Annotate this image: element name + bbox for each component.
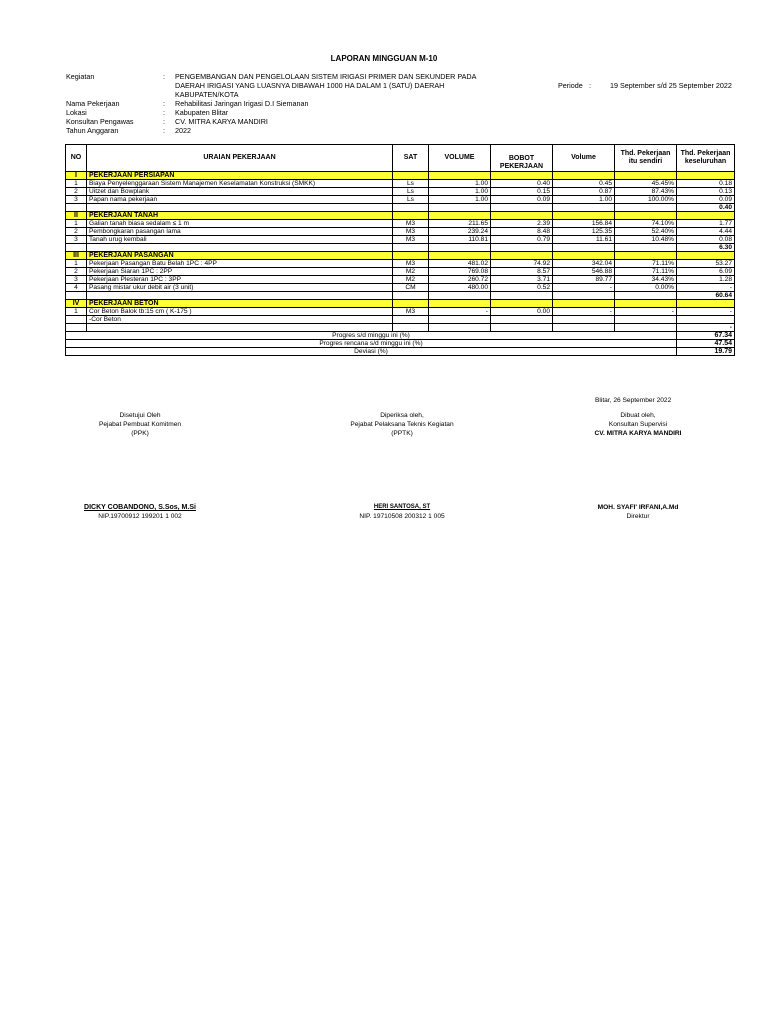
cell-volume: 1.00 [429, 180, 491, 188]
cell-thd-keseluruhan [677, 252, 735, 260]
cell-volume [429, 172, 491, 180]
periode-value: 19 September s/d 25 September 2022 [610, 81, 732, 90]
cell-thd-sendiri [615, 204, 677, 212]
cell-thd-keseluruhan: - [677, 308, 735, 316]
sig-nip: NIP.19700912 199201 1 002 [98, 513, 182, 520]
cell-volume-realisasi [553, 300, 615, 308]
cell-volume-realisasi [553, 316, 615, 324]
nama-pekerjaan-label: Nama Pekerjaan [66, 99, 120, 108]
cell-volume-realisasi: - [553, 308, 615, 316]
cell-no: 1 [66, 260, 87, 268]
subtotal-value: 0.40 [677, 204, 735, 212]
cell-bobot: 0.79 [491, 236, 553, 244]
place-date: Blitar, 26 September 2022 [595, 397, 672, 404]
cell-volume-realisasi: 0.87 [553, 188, 615, 196]
subtotal-row [66, 324, 735, 332]
cell-thd-sendiri: 87.43% [615, 188, 677, 196]
cell-no [66, 292, 87, 300]
cell-thd-sendiri [615, 244, 677, 252]
cell-volume [429, 292, 491, 300]
cell-thd-keseluruhan: 4.44 [677, 228, 735, 236]
cell-sat: M2 [393, 276, 429, 284]
cell-volume: 211.65 [429, 220, 491, 228]
summary-row [66, 348, 735, 356]
cell-sat: Ls [393, 188, 429, 196]
header-volume-realisasi: Volume [553, 145, 615, 172]
header-thd-sendiri: Thd. Pekerjaan itu sendiri [615, 145, 677, 172]
table-row [66, 220, 735, 228]
cell-bobot: 0.52 [491, 284, 553, 292]
summary-label: Progres rencana s/d minggu ini (%) [66, 340, 677, 348]
signature-konsultan-name [558, 503, 718, 521]
sig-nip: NIP. 19710508 200312 1 005 [359, 513, 445, 520]
cell-uraian [87, 204, 393, 212]
cell-sat [393, 324, 429, 332]
table-row [66, 196, 735, 204]
cell-uraian: Pasang mistar ukur debit air (3 unit) [87, 284, 393, 292]
cell-volume-realisasi [553, 204, 615, 212]
cell-volume-realisasi: 546.88 [553, 268, 615, 276]
cell-uraian: PEKERJAAN PASANGAN [87, 252, 393, 260]
colon: : [163, 99, 165, 108]
subtotal-value: 60.64 [677, 292, 735, 300]
cell-volume [429, 244, 491, 252]
sig-line: CV. MITRA KARYA MANDIRI [594, 430, 682, 437]
summary-value: 67.34 [677, 332, 735, 340]
cell-volume-realisasi: 11.61 [553, 236, 615, 244]
lokasi-value: Kabupaten Blitar [175, 108, 229, 117]
cell-thd-keseluruhan: 0.09 [677, 196, 735, 204]
table-row [66, 188, 735, 196]
header-bobot: BOBOT PEKERJAAN [491, 145, 553, 172]
cell-volume-realisasi [553, 244, 615, 252]
kegiatan-line-2: DAERAH IRIGASI YANG LUASNYA DIBAWAH 1000 HA DALAM 1 (SATU) DAERAH [175, 81, 445, 90]
cell-no: IV [66, 300, 87, 308]
cell-bobot [491, 292, 553, 300]
report-info [66, 72, 746, 135]
cell-no [66, 244, 87, 252]
cell-sat [393, 244, 429, 252]
summary-label: Progres s/d minggu ini (%) [66, 332, 677, 340]
cell-uraian: PEKERJAAN BETON [87, 300, 393, 308]
signature-pptk-name [322, 503, 482, 521]
cell-volume-realisasi [553, 292, 615, 300]
table-row [66, 228, 735, 236]
cell-thd-sendiri: 74.10% [615, 220, 677, 228]
cell-thd-sendiri [615, 172, 677, 180]
cell-sat: M3 [393, 260, 429, 268]
cell-thd-keseluruhan: 0.08 [677, 236, 735, 244]
cell-volume [429, 212, 491, 220]
cell-volume: 769.08 [429, 268, 491, 276]
cell-sat: M3 [393, 220, 429, 228]
cell-volume: 239.24 [429, 228, 491, 236]
cell-sat [393, 316, 429, 324]
summary-row [66, 340, 735, 348]
sig-name: DICKY COBANDONO, S.Sos, M.Si [84, 504, 196, 511]
colon: : [163, 72, 165, 81]
cell-bobot [491, 252, 553, 260]
table-row [66, 260, 735, 268]
sig-line: Konsultan Supervisi [608, 421, 668, 428]
cell-volume: 110.81 [429, 236, 491, 244]
cell-uraian: PEKERJAAN TANAH [87, 212, 393, 220]
cell-bobot: 0.40 [491, 180, 553, 188]
cell-volume [429, 324, 491, 332]
cell-no: 4 [66, 284, 87, 292]
cell-thd-sendiri: 45.45% [615, 180, 677, 188]
table-row [66, 236, 735, 244]
cell-sat [393, 252, 429, 260]
cell-sat [393, 300, 429, 308]
cell-bobot [491, 300, 553, 308]
tahun-value: 2022 [175, 126, 191, 135]
summary-value: 19.79 [677, 348, 735, 356]
summary-row [66, 332, 735, 340]
cell-sat: M3 [393, 228, 429, 236]
cell-volume-realisasi: 1.00 [553, 196, 615, 204]
sig-line: Pejabat Pelaksana Teknis Kegiatan [350, 421, 454, 428]
cell-sat: Ls [393, 196, 429, 204]
cell-no: 2 [66, 188, 87, 196]
table-row [66, 180, 735, 188]
cell-bobot [491, 244, 553, 252]
table-row [66, 316, 735, 324]
table-row [66, 284, 735, 292]
cell-volume [429, 252, 491, 260]
sig-line: Diperiksa oleh, [380, 412, 424, 419]
cell-thd-sendiri [615, 316, 677, 324]
cell-uraian [87, 292, 393, 300]
konsultan-value: CV. MITRA KARYA MANDIRI [175, 117, 268, 126]
section-row [66, 252, 735, 260]
cell-bobot: 2.39 [491, 220, 553, 228]
cell-no: 3 [66, 276, 87, 284]
signature-pptk [322, 411, 482, 438]
cell-thd-sendiri: 0.00% [615, 284, 677, 292]
cell-volume-realisasi [553, 212, 615, 220]
cell-sat: M3 [393, 236, 429, 244]
cell-bobot [491, 324, 553, 332]
cell-thd-sendiri [615, 292, 677, 300]
section-row [66, 300, 735, 308]
cell-sat [393, 292, 429, 300]
cell-volume [429, 300, 491, 308]
cell-volume: 1.00 [429, 196, 491, 204]
cell-thd-keseluruhan [677, 172, 735, 180]
cell-thd-sendiri: 71.11% [615, 268, 677, 276]
cell-bobot [491, 204, 553, 212]
cell-thd-sendiri: - [615, 308, 677, 316]
cell-bobot: 0.00 [491, 308, 553, 316]
signature-ppk-name [60, 503, 220, 521]
sig-nip: Direktur [626, 513, 650, 520]
header-no: NO [66, 145, 87, 172]
cell-thd-keseluruhan: 1.28 [677, 276, 735, 284]
cell-thd-keseluruhan: - [677, 284, 735, 292]
cell-sat [393, 212, 429, 220]
section-row [66, 172, 735, 180]
cell-uraian: Pekerjaan Siaran 1PC : 2PP [87, 268, 393, 276]
subtotal-value: - [677, 324, 735, 332]
cell-no: 1 [66, 220, 87, 228]
cell-uraian: Papan nama pekerjaan [87, 196, 393, 204]
cell-bobot: 0.09 [491, 196, 553, 204]
cell-volume [429, 316, 491, 324]
table-row [66, 276, 735, 284]
sig-line: (PPTK) [391, 430, 413, 437]
cell-volume-realisasi: 342.04 [553, 260, 615, 268]
kegiatan-line-1: PENGEMBANGAN DAN PENGELOLAAN SISTEM IRIGASI PRIMER DAN SEKUNDER PADA [175, 72, 477, 81]
cell-thd-sendiri: 10.48% [615, 236, 677, 244]
cell-thd-keseluruhan [677, 316, 735, 324]
cell-volume [429, 204, 491, 212]
cell-volume: 1.00 [429, 188, 491, 196]
report-title: LAPORAN MINGGUAN M-10 [330, 54, 438, 63]
cell-no: III [66, 252, 87, 260]
cell-volume: 481.02 [429, 260, 491, 268]
cell-volume-realisasi [553, 252, 615, 260]
section-row [66, 212, 735, 220]
cell-volume-realisasi [553, 324, 615, 332]
cell-thd-sendiri [615, 212, 677, 220]
cell-thd-keseluruhan: 53.27 [677, 260, 735, 268]
cell-thd-keseluruhan: 0.18 [677, 180, 735, 188]
cell-no: I [66, 172, 87, 180]
cell-thd-keseluruhan: 0.13 [677, 188, 735, 196]
cell-sat [393, 204, 429, 212]
cell-bobot: 74.92 [491, 260, 553, 268]
cell-volume-realisasi: 156.84 [553, 220, 615, 228]
summary-value: 47.54 [677, 340, 735, 348]
sig-line: Dibuat oleh, [620, 412, 656, 419]
sig-name: HERI SANTOSA, ST [373, 504, 431, 510]
konsultan-label: Konsultan Pengawas [66, 117, 134, 126]
cell-uraian: Pembongkaran pasangan lama [87, 228, 393, 236]
cell-no: 3 [66, 236, 87, 244]
cell-no: 2 [66, 268, 87, 276]
cell-sat: M2 [393, 268, 429, 276]
kegiatan-label: Kegiatan [66, 72, 95, 81]
cell-sat [393, 172, 429, 180]
cell-uraian: Biaya Penyelenggaraan Sistem Manajemen Keselamatan Konstruksi (SMKK) [87, 180, 393, 188]
cell-uraian: Uitzet dan Bowplank [87, 188, 393, 196]
cell-volume-realisasi: 0.45 [553, 180, 615, 188]
cell-no: 2 [66, 228, 87, 236]
table-row [66, 308, 735, 316]
progress-table [65, 144, 735, 356]
sig-line: Disetujui Oleh [119, 412, 161, 419]
cell-no [66, 204, 87, 212]
cell-bobot: 0.15 [491, 188, 553, 196]
signature-konsultan [558, 411, 718, 438]
cell-uraian: Pekerjaan Pasangan Batu Belah 1PC : 4PP [87, 260, 393, 268]
cell-no: 1 [66, 308, 87, 316]
cell-uraian: Galian tanah biasa sedalam ≤ 1 m [87, 220, 393, 228]
cell-volume-realisasi: - [553, 284, 615, 292]
cell-sat: M3 [393, 308, 429, 316]
cell-sat: Ls [393, 180, 429, 188]
cell-uraian: Pekerjaan Plesteran 1PC : 3PP [87, 276, 393, 284]
cell-volume: 480.00 [429, 284, 491, 292]
header-thd-keseluruhan: Thd. Pekerjaan keseluruhan [677, 145, 735, 172]
subtotal-row [66, 204, 735, 212]
cell-bobot [491, 212, 553, 220]
cell-thd-keseluruhan: 6.09 [677, 268, 735, 276]
cell-volume-realisasi: 125.35 [553, 228, 615, 236]
cell-uraian: PEKERJAAN PERSIAPAN [87, 172, 393, 180]
cell-no: 3 [66, 196, 87, 204]
cell-no [66, 316, 87, 324]
table-row [66, 268, 735, 276]
cell-no [66, 324, 87, 332]
cell-bobot [491, 316, 553, 324]
header-volume: VOLUME [429, 145, 491, 172]
subtotal-value: 6.30 [677, 244, 735, 252]
cell-uraian: -Cor Beton [87, 316, 393, 324]
cell-bobot: 3.71 [491, 276, 553, 284]
cell-thd-sendiri: 34.43% [615, 276, 677, 284]
colon: : [163, 108, 165, 117]
sig-line: Pejabat Pembuat Komitmen [98, 421, 182, 428]
cell-thd-sendiri [615, 252, 677, 260]
colon: : [163, 126, 165, 135]
sig-name: MOH. SYAFI' IRFANI,A.Md [597, 504, 679, 511]
cell-no: II [66, 212, 87, 220]
cell-uraian: Cor Beton Balok tb:15 cm ( K-175 ) [87, 308, 393, 316]
cell-thd-keseluruhan [677, 300, 735, 308]
cell-uraian [87, 244, 393, 252]
cell-thd-sendiri: 100.00% [615, 196, 677, 204]
signature-ppk [60, 411, 220, 438]
cell-thd-sendiri [615, 300, 677, 308]
nama-pekerjaan-value: Rehabilitasi Jaringan Irigasi D.I Siemanan [175, 99, 309, 108]
cell-sat: CM [393, 284, 429, 292]
subtotal-row [66, 292, 735, 300]
cell-volume-realisasi: 89.77 [553, 276, 615, 284]
cell-thd-keseluruhan [677, 212, 735, 220]
cell-bobot: 8.48 [491, 228, 553, 236]
cell-volume: 260.72 [429, 276, 491, 284]
colon: : [163, 117, 165, 126]
header-uraian: URAIAN PEKERJAAN [87, 145, 393, 172]
kegiatan-line-3: KABUPATEN/KOTA [175, 90, 239, 99]
cell-uraian: Tanah urug kembali [87, 236, 393, 244]
cell-volume: - [429, 308, 491, 316]
tahun-label: Tahun Anggaran [66, 126, 119, 135]
subtotal-row [66, 244, 735, 252]
cell-bobot: 8.57 [491, 268, 553, 276]
periode-label: Periode [558, 81, 583, 90]
cell-volume-realisasi [553, 172, 615, 180]
sig-line: (PPK) [131, 430, 149, 437]
lokasi-label: Lokasi [66, 108, 87, 117]
table-header-row [66, 145, 735, 172]
cell-thd-keseluruhan: 1.77 [677, 220, 735, 228]
cell-thd-sendiri: 52.40% [615, 228, 677, 236]
colon: : [589, 81, 591, 90]
header-sat: SAT [393, 145, 429, 172]
cell-thd-sendiri: 71.11% [615, 260, 677, 268]
cell-thd-sendiri [615, 324, 677, 332]
cell-no: 1 [66, 180, 87, 188]
cell-bobot [491, 172, 553, 180]
summary-label: Deviasi (%) [66, 348, 677, 356]
cell-uraian [87, 324, 393, 332]
